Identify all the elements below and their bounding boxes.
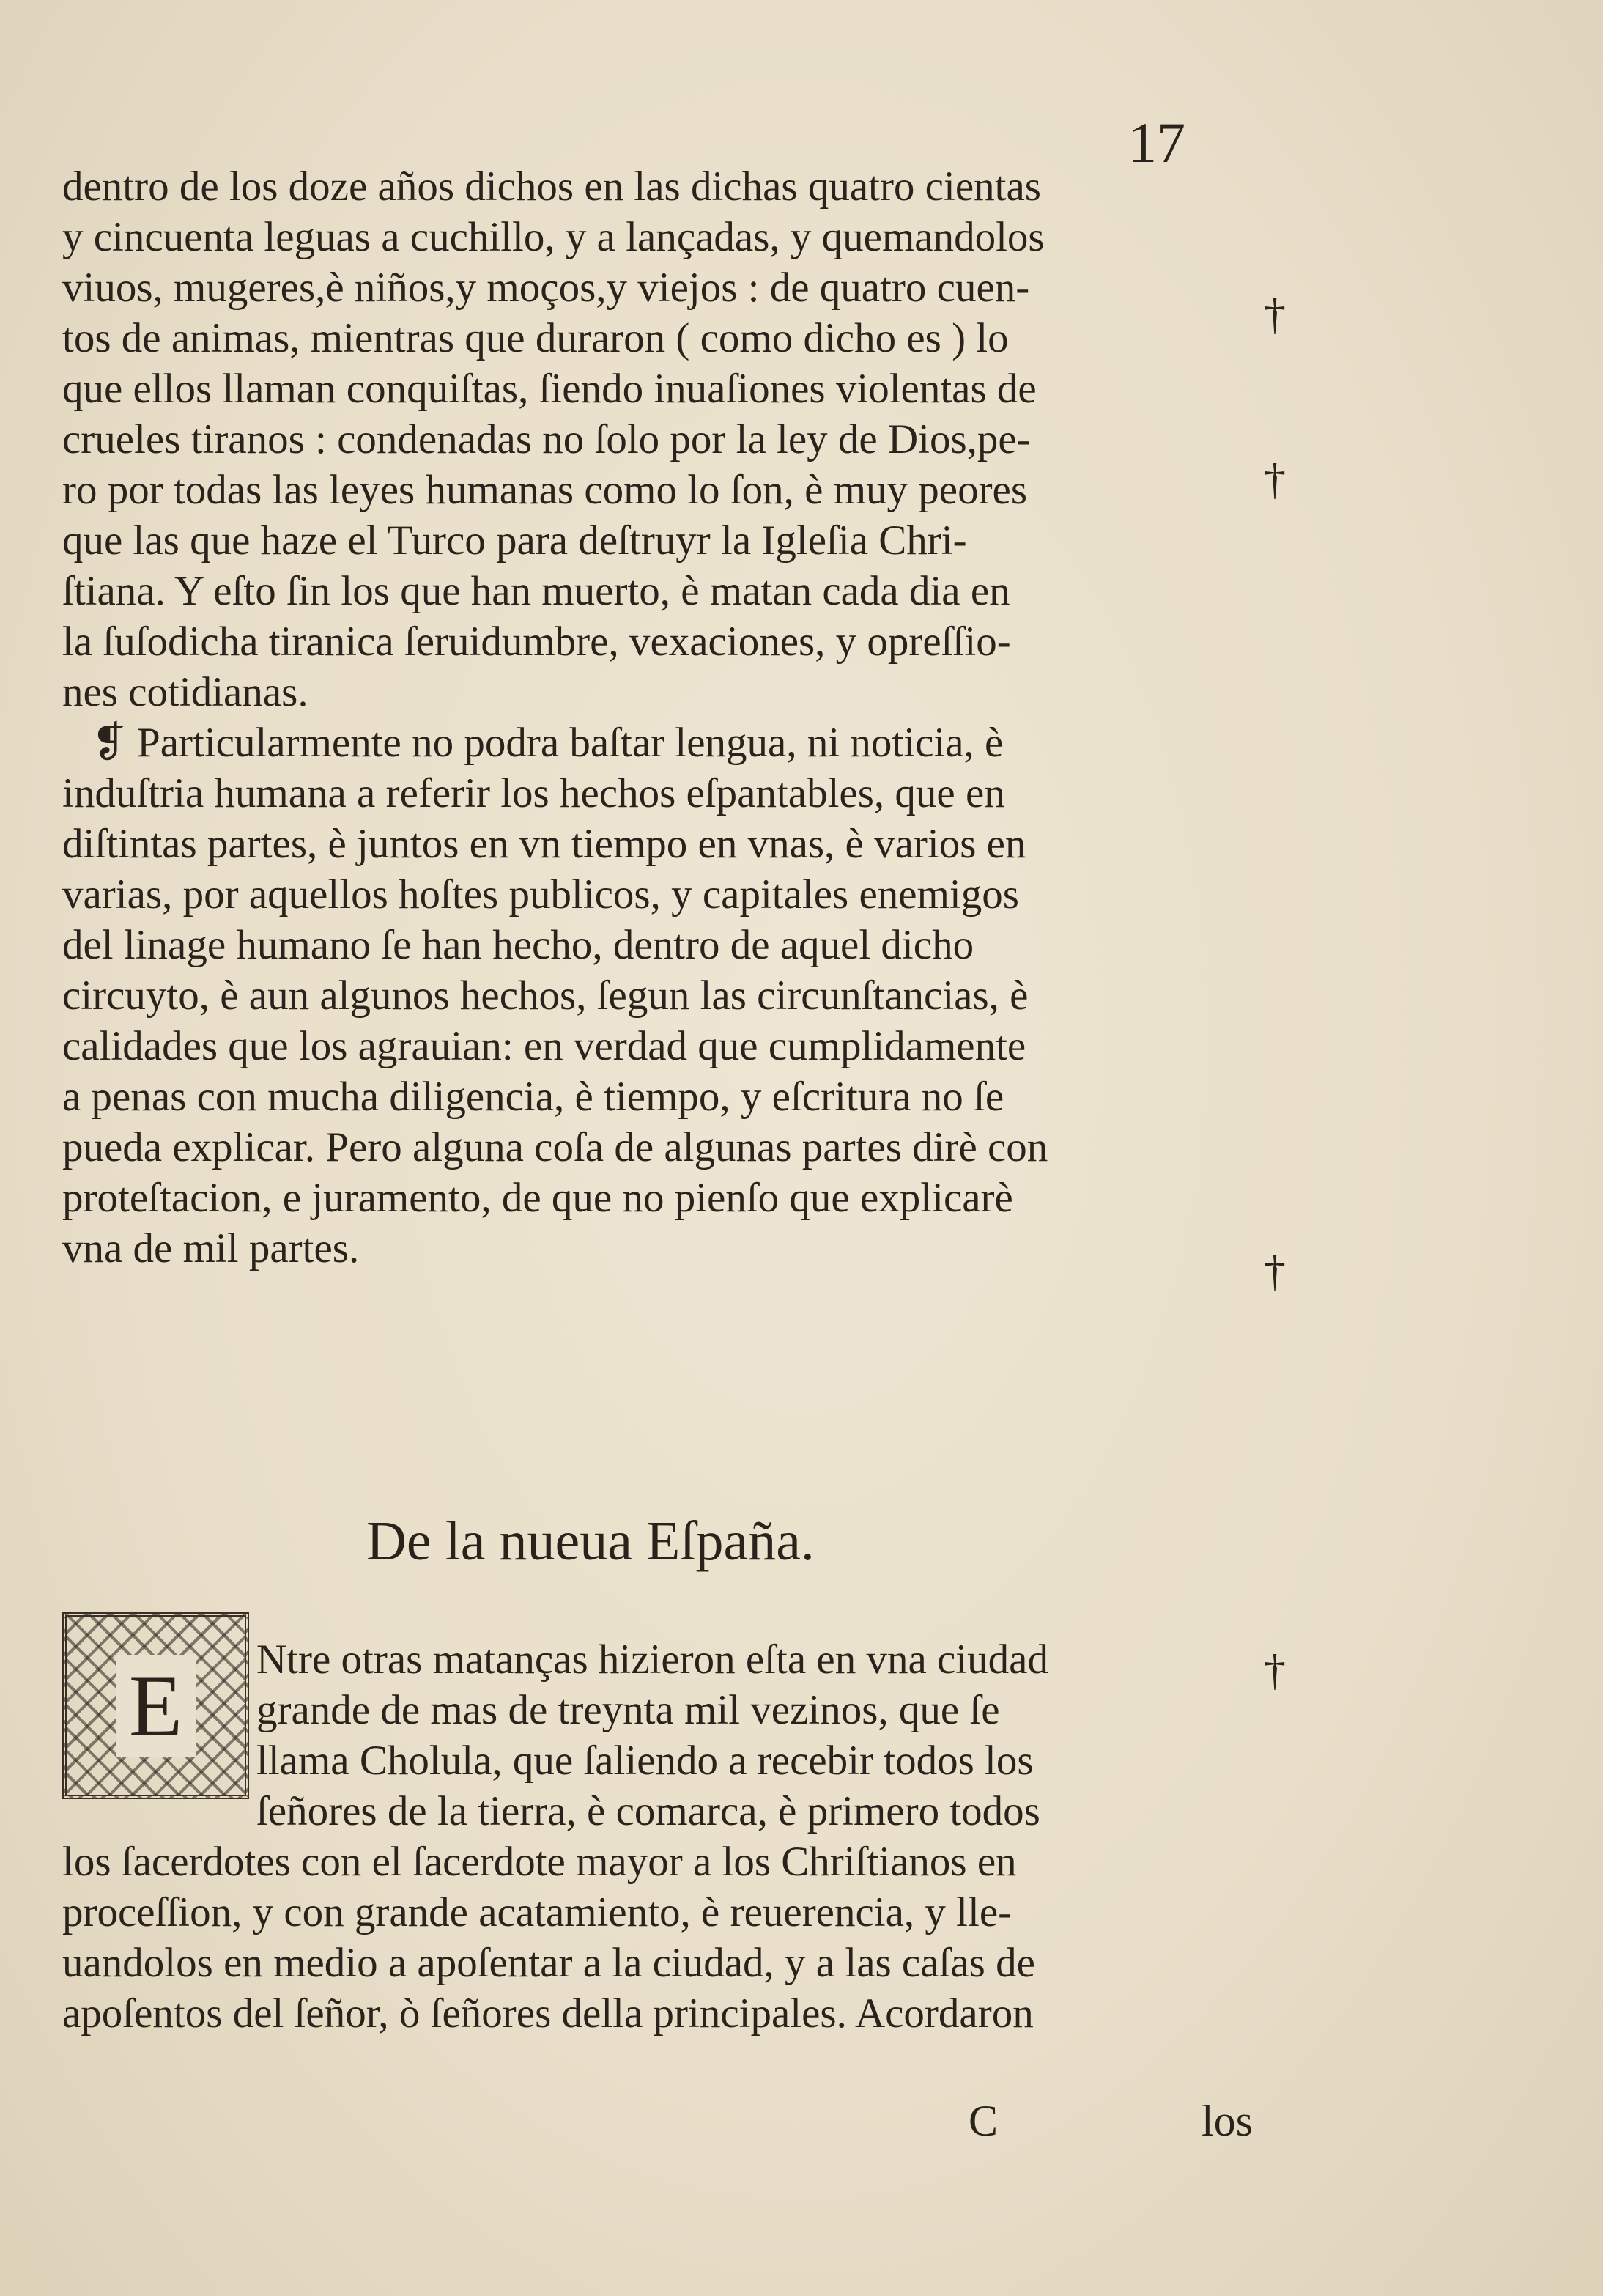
dagger-mark: † (1264, 455, 1286, 503)
section-text-block (62, 1634, 1256, 2039)
footer-row (0, 2096, 1603, 2155)
text-line: del linage humano ſe han hecho, dentro de aquel dicho (62, 922, 974, 968)
text-line: varias, por aquellos hoſtes publicos, y capitales enemigos (62, 871, 1019, 918)
text-line: pueda explicar. Pero alguna coſa de algunas partes dirè con (62, 1124, 1048, 1170)
text-line: dentro de los doze años dichos en las dichas quatro cientas (62, 163, 1041, 210)
text-line: los ſacerdotes con el ſacerdote mayor a los Chriſtianos en (62, 1839, 1017, 1885)
text-line: crueles tiranos : condenadas no ſolo por la ley de Dios,pe- (62, 416, 1031, 462)
text-line: Ntre otras matanças hizieron eſta en vna ciudad (256, 1636, 1048, 1683)
section-heading: De la nueua Eſpaña. (366, 1510, 815, 1572)
text-line: grande de mas de treynta mil vezinos, que ſe (256, 1687, 1000, 1733)
dagger-mark: † (1264, 290, 1286, 339)
text-line: nes cotidianas. (62, 669, 308, 715)
text-line: la ſuſodicha tiranica ſeruidumbre, vexaciones, y opreſſio- (62, 619, 1011, 665)
catchword: los (1202, 2097, 1254, 2145)
text-line: y cincuenta leguas a cuchillo, y a lançadas, y quemandolos (62, 214, 1045, 260)
main-text-block (62, 161, 1256, 1274)
text-line: que las que haze el Turco para deſtruyr la Igleſia Chri- (62, 517, 967, 564)
text-line: a penas con mucha diligencia, è tiempo, y eſcritura no ſe (62, 1074, 1004, 1120)
text-line: calidades que los agrauian: en verdad que cumplidamente (62, 1023, 1026, 1069)
text-line: ❡ Particularmente no podra baſtar lengua, ni noticia, è (92, 720, 1004, 766)
text-line: circuyto, è aun algunos hechos, ſegun las circunſtancias, è (62, 972, 1029, 1019)
text-line: induſtria humana a referir los hechos eſpantables, que en (62, 770, 1005, 816)
text-line: proceſſion, y con grande acatamiento, è reuerencia, y lle- (62, 1889, 1012, 1935)
initial-letter: E (116, 1655, 196, 1757)
dagger-mark: † (1264, 1646, 1286, 1694)
text-line: proteſtacion, e juramento, de que no pienſo que explicarè (62, 1175, 1013, 1221)
text-line: uandolos en medio a apoſentar a la ciudad, y a las caſas de (62, 1940, 1035, 1986)
text-line: ro por todas las leyes humanas como lo ſon, è muy peores (62, 467, 1028, 513)
dagger-mark: † (1264, 1247, 1286, 1295)
text-line: vna de mil partes. (62, 1225, 360, 1271)
text-line: tos de animas, mientras que duraron ( como dicho es ) lo (62, 315, 1009, 361)
text-line: ſtiana. Y eſto ſin los que han muerto, è matan cada dia en (62, 568, 1010, 614)
text-line: llama Cholula, que ſaliendo a recebir todos los (256, 1738, 1034, 1784)
margin-marks (1264, 0, 1322, 2296)
text-line: que ellos llaman conquiſtas, ſiendo inuaſiones violentas de (62, 366, 1037, 412)
text-line: ſeñores de la tierra, è comarca, è primero todos (256, 1788, 1040, 1834)
page-number: 17 (1128, 111, 1185, 174)
text-line: apoſentos del ſeñor, ò ſeñores della principales. Acordaron (62, 1990, 1034, 2037)
signature-mark: C (969, 2097, 999, 2145)
text-line: diſtintas partes, è juntos en vn tiempo en vnas, è varios en (62, 821, 1026, 867)
text-line: viuos, mugeres,è niños,y moços,y viejos : de quatro cuen- (62, 265, 1030, 311)
